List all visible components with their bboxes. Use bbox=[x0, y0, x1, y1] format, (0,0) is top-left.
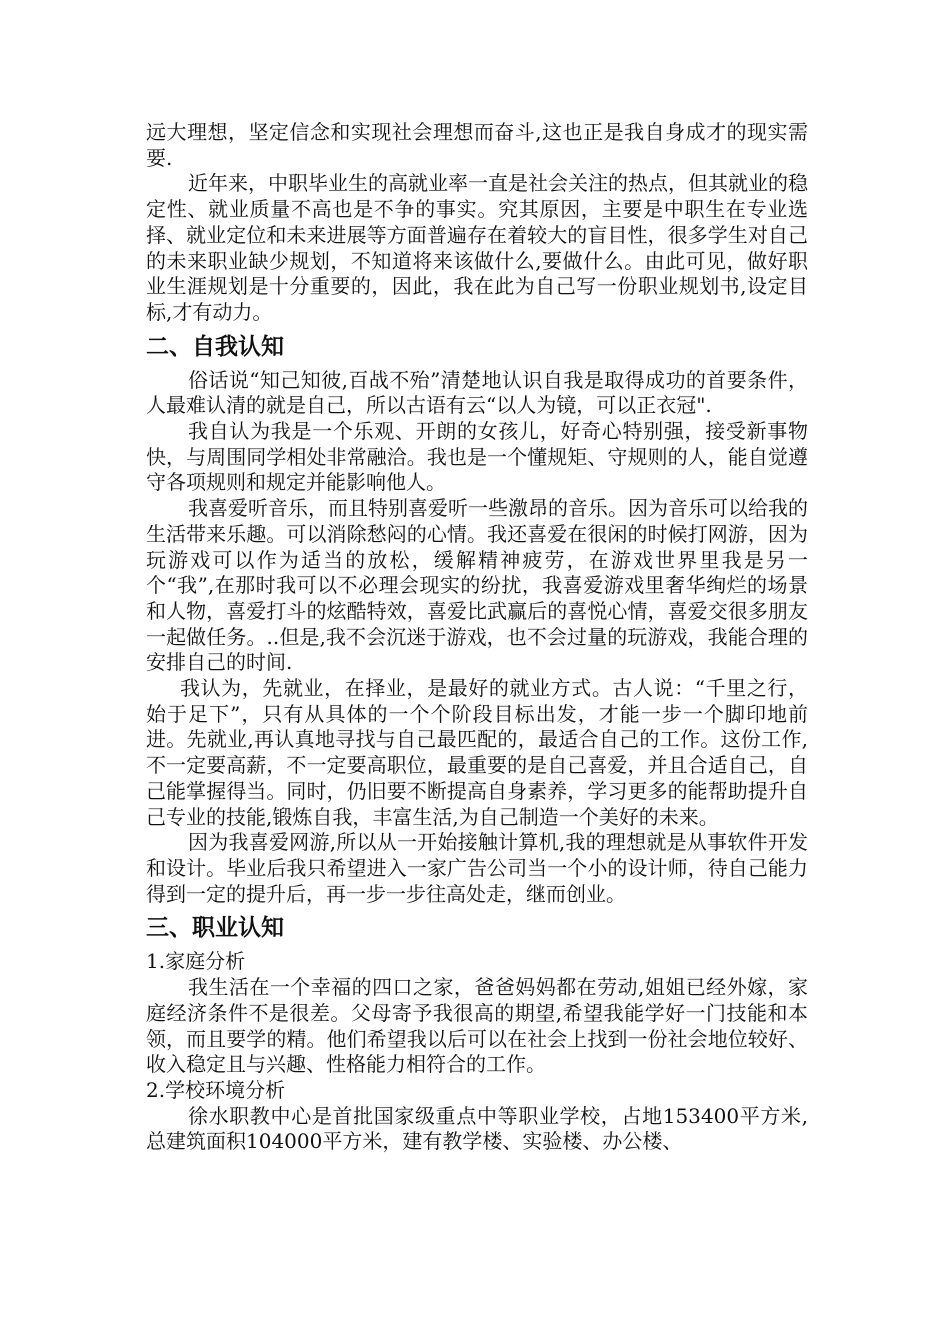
paragraph-employment: 近年来，中职毕业生的高就业率一直是社会关注的热点，但其就业的稳定性、就业质量不高也是不争的事实。究其原因，主要是中职生在专业选择、就业定位和未来进展等方面普遍存在着较大的盲目性，很多学生对自己的未来职业缺少规划，不知道将来该做什么,要做什么。由此可见，做好职业生涯规划是十分重要的，因此，我在此为自己写一份职业规划书,设定目标,才有动力。 bbox=[146, 171, 808, 324]
paragraph-goals: 远大理想，坚定信念和实现社会理想而奋斗,这也正是我自身成才的现实需要. bbox=[146, 120, 808, 170]
paragraph-family: 我生活在一个幸福的四口之家，爸爸妈妈都在劳动,姐姐已经外嫁，家庭经济条件不是很差。父母寄予我很高的期望,希望我能学好一门技能和本领，而且要学的精。他们希望我以后可以在社会上找到一份社会地位较好、收入稳定且与兴趣、性格能力相符合的工作。 bbox=[146, 975, 808, 1077]
paragraph-proverb: 俗话说“知己知彼,百战不殆”清楚地认识自我是取得成功的首要条件，人最难认清的就是自己，所以古语有云“以人为镜，可以正衣冠". bbox=[146, 367, 808, 418]
paragraph-hobbies: 我喜爱听音乐，而且特别喜爱听一些激昂的音乐。因为音乐可以给我的生活带来乐趣。可以消除愁闷的心情。我还喜爱在很闲的时候打网游，因为玩游戏可以作为适当的放松，缓解精神疲劳，在游戏世界里我是另一个“我”,在那时我可以不必理会现实的纷扰，我喜爱游戏里奢华绚烂的场景和人物，喜爱打斗的炫酷特效，喜爱比武赢后的喜悦心情，喜爱交很多朋友一起做任务。..但是,我不会沉迷于游戏，也不会过量的玩游戏，我能合理的安排自己的时间. bbox=[146, 496, 808, 675]
subheading-school: 2.学校环境分析 bbox=[146, 1077, 286, 1102]
paragraph-school: 徐水职教中心是首批国家级重点中等职业学校，占地153400平方米,总建筑面积104000平方米，建有教学楼、实验楼、办公楼、 bbox=[146, 1103, 808, 1154]
heading-career-awareness: 三、职业认知 bbox=[146, 915, 284, 942]
paragraph-ideal: 因为我喜爱网游,所以从一开始接触计算机,我的理想就是从事软件开发和设计。毕业后我只希望进入一家广告公司当一个小的设计师，待自己能力得到一定的提升后，再一步一步往高处走，继而创业。 bbox=[146, 830, 808, 906]
paragraph-personality: 我自认为我是一个乐观、开朗的女孩儿，好奇心特别强，接受新事物快，与周围同学相处非常融洽。我也是一个懂规矩、守规则的人，能自觉遵守各项规则和规定并能影响他人。 bbox=[146, 419, 808, 495]
heading-self-awareness: 二、自我认知 bbox=[146, 333, 284, 360]
paragraph-employment-view: 我认为，先就业，在择业，是最好的就业方式。古人说：“千里之行，始于足下”，只有从具体的一个个阶段目标出发，才能一步一个脚印地前进。先就业,再认真地寻找与自己最匹配的，最适合自己的工作。这份工作,不一定要高薪，不一定要高职位，最重要的是自己喜爱，并且合适自己，自己能掌握得当。同时，仍旧要不断提高自身素养，学习更多的能帮助提升自己专业的技能,锻炼自我，丰富生活,为自己制造一个美好的未来。 bbox=[146, 676, 808, 829]
document-page bbox=[146, 120, 808, 1155]
subheading-family: 1.家庭分析 bbox=[146, 949, 246, 974]
